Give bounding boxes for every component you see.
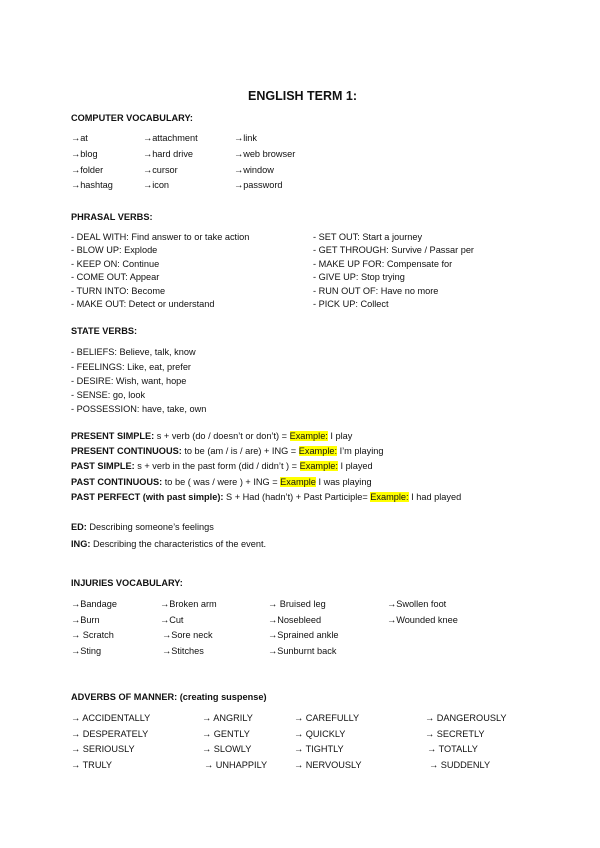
- tense-formula: to be ( was / were ) + ING =: [162, 477, 281, 487]
- example-label: Example:: [370, 492, 409, 502]
- injury-item: → Scratch: [71, 630, 114, 640]
- phrasal-verb: - PICK UP: Collect: [313, 299, 389, 309]
- tense-name: PAST SIMPLE:: [71, 461, 135, 471]
- injury-item: →Stitches: [162, 646, 204, 656]
- adverb-item: → ANGRILY: [202, 713, 253, 723]
- tense-name: PRESENT CONTINUOUS:: [71, 446, 182, 456]
- vocab-item: →at: [71, 133, 88, 143]
- adverb-item: → SLOWLY: [202, 744, 252, 754]
- tense-line: [71, 431, 352, 441]
- tense-name: PAST CONTINUOUS:: [71, 477, 163, 487]
- tense-formula: s + verb in the past form (did / didn’t ) =: [134, 461, 300, 471]
- adverb-item: → SECRETLY: [425, 729, 485, 739]
- tense-name: PRESENT SIMPLE:: [71, 431, 155, 441]
- example-label: Example: [280, 477, 316, 487]
- adjective-label: ING:: [71, 539, 91, 549]
- adverb-item: → GENTLY: [202, 729, 250, 739]
- injury-item: →Burn: [71, 615, 100, 625]
- tense-example: I play: [327, 431, 353, 441]
- adjective-rule: [71, 522, 214, 532]
- injury-item: →Sore neck: [162, 630, 213, 640]
- adverb-item: → ACCIDENTALLY: [71, 713, 151, 723]
- phrasal-verb: - GET THROUGH: Survive / Passar per: [313, 245, 474, 255]
- phrasal-verb: - MAKE UP FOR: Compensate for: [313, 259, 453, 269]
- vocab-item: →folder: [71, 165, 104, 175]
- injury-item: →Broken arm: [160, 599, 217, 609]
- adverb-item: → SERIOUSLY: [71, 744, 135, 754]
- example-label: Example:: [298, 446, 338, 456]
- adverb-item: → UNHAPPILY: [204, 760, 268, 770]
- vocab-item: →link: [234, 133, 257, 143]
- adverb-item: → DESPERATELY: [71, 729, 149, 739]
- injury-item: →Cut: [160, 615, 184, 625]
- state-verb: - BELIEFS: Believe, talk, know: [71, 347, 196, 357]
- injury-item: → Bruised leg: [268, 599, 326, 609]
- adverb-item: → QUICKLY: [294, 729, 346, 739]
- injuries-vocabulary-heading: INJURIES VOCABULARY:: [71, 578, 183, 588]
- state-verb: - POSSESSION: have, take, own: [71, 404, 207, 414]
- computer-vocabulary-heading: COMPUTER VOCABULARY:: [71, 113, 193, 123]
- state-verb: - SENSE: go, look: [71, 390, 146, 400]
- tense-formula: s + verb (do / doesn’t or don’t) =: [154, 431, 290, 441]
- phrasal-verb: - DEAL WITH: Find answer to or take action: [71, 232, 250, 242]
- injury-item: →Nosebleed: [268, 615, 322, 625]
- adjective-text: Describing the characteristics of the event.: [90, 539, 267, 549]
- adverbs-of-manner-heading: ADVERBS OF MANNER: (creating suspense): [71, 692, 267, 702]
- example-label: Example:: [289, 431, 328, 441]
- phrasal-verb: - SET OUT: Start a journey: [313, 232, 423, 242]
- vocab-item: →attachment: [143, 133, 198, 143]
- state-verb: - DESIRE: Wish, want, hope: [71, 376, 187, 386]
- adverb-item: → SUDDENLY: [429, 760, 491, 770]
- adverb-item: → TOTALLY: [427, 744, 478, 754]
- tense-line: [71, 492, 461, 502]
- adjective-label: ED:: [71, 522, 87, 532]
- phrasal-verb: - TURN INTO: Become: [71, 286, 166, 296]
- vocab-item: →hard drive: [143, 149, 194, 159]
- tense-name: PAST PERFECT (with past simple):: [71, 492, 224, 502]
- adjective-text: Describing someone’s feelings: [86, 522, 214, 532]
- tense-example: I’m playing: [337, 446, 384, 456]
- vocab-item: →window: [234, 165, 274, 175]
- vocab-item: →web browser: [234, 149, 296, 159]
- adverb-item: → DANGEROUSLY: [425, 713, 507, 723]
- tense-example: I was playing: [315, 477, 372, 487]
- injury-item: →Sting: [71, 646, 102, 656]
- phrasal-verb: - BLOW UP: Explode: [71, 245, 158, 255]
- state-verbs-heading: STATE VERBS:: [71, 326, 138, 336]
- vocab-item: →password: [234, 180, 283, 190]
- tense-example: I played: [337, 461, 373, 471]
- tense-line: [71, 461, 373, 471]
- tense-example: I had played: [408, 492, 462, 502]
- state-verb: - FEELINGS: Like, eat, prefer: [71, 362, 191, 372]
- tense-formula: to be (am / is / are) + ING =: [181, 446, 299, 456]
- adjective-rule: [71, 539, 266, 549]
- example-label: Example:: [299, 461, 338, 471]
- adverb-item: → NERVOUSLY: [294, 760, 362, 770]
- phrasal-verb: - KEEP ON: Continue: [71, 259, 160, 269]
- phrasal-verb: - RUN OUT OF: Have no more: [313, 286, 439, 296]
- vocab-item: →hashtag: [71, 180, 113, 190]
- adverb-item: → TIGHTLY: [294, 744, 344, 754]
- injury-item: →Sunburnt back: [268, 646, 337, 656]
- phrasal-verbs-heading: PHRASAL VERBS:: [71, 212, 153, 222]
- phrasal-verb: - GIVE UP: Stop trying: [313, 272, 405, 282]
- tense-line: [71, 446, 384, 456]
- adverb-item: → CAREFULLY: [294, 713, 360, 723]
- tense-line: [71, 477, 372, 487]
- injury-item: →Swollen foot: [387, 599, 447, 609]
- vocab-item: →cursor: [143, 165, 178, 175]
- tense-formula: S + Had (hadn’t) + Past Participle=: [223, 492, 371, 502]
- injury-item: →Sprained ankle: [268, 630, 339, 640]
- phrasal-verb: - MAKE OUT: Detect or understand: [71, 299, 215, 309]
- page-title: ENGLISH TERM 1:: [248, 89, 358, 103]
- phrasal-verb: - COME OUT: Appear: [71, 272, 160, 282]
- adverb-item: → TRULY: [71, 760, 113, 770]
- vocab-item: →icon: [143, 180, 170, 190]
- injury-item: →Wounded knee: [387, 615, 458, 625]
- vocab-item: →blog: [71, 149, 98, 159]
- injury-item: →Bandage: [71, 599, 117, 609]
